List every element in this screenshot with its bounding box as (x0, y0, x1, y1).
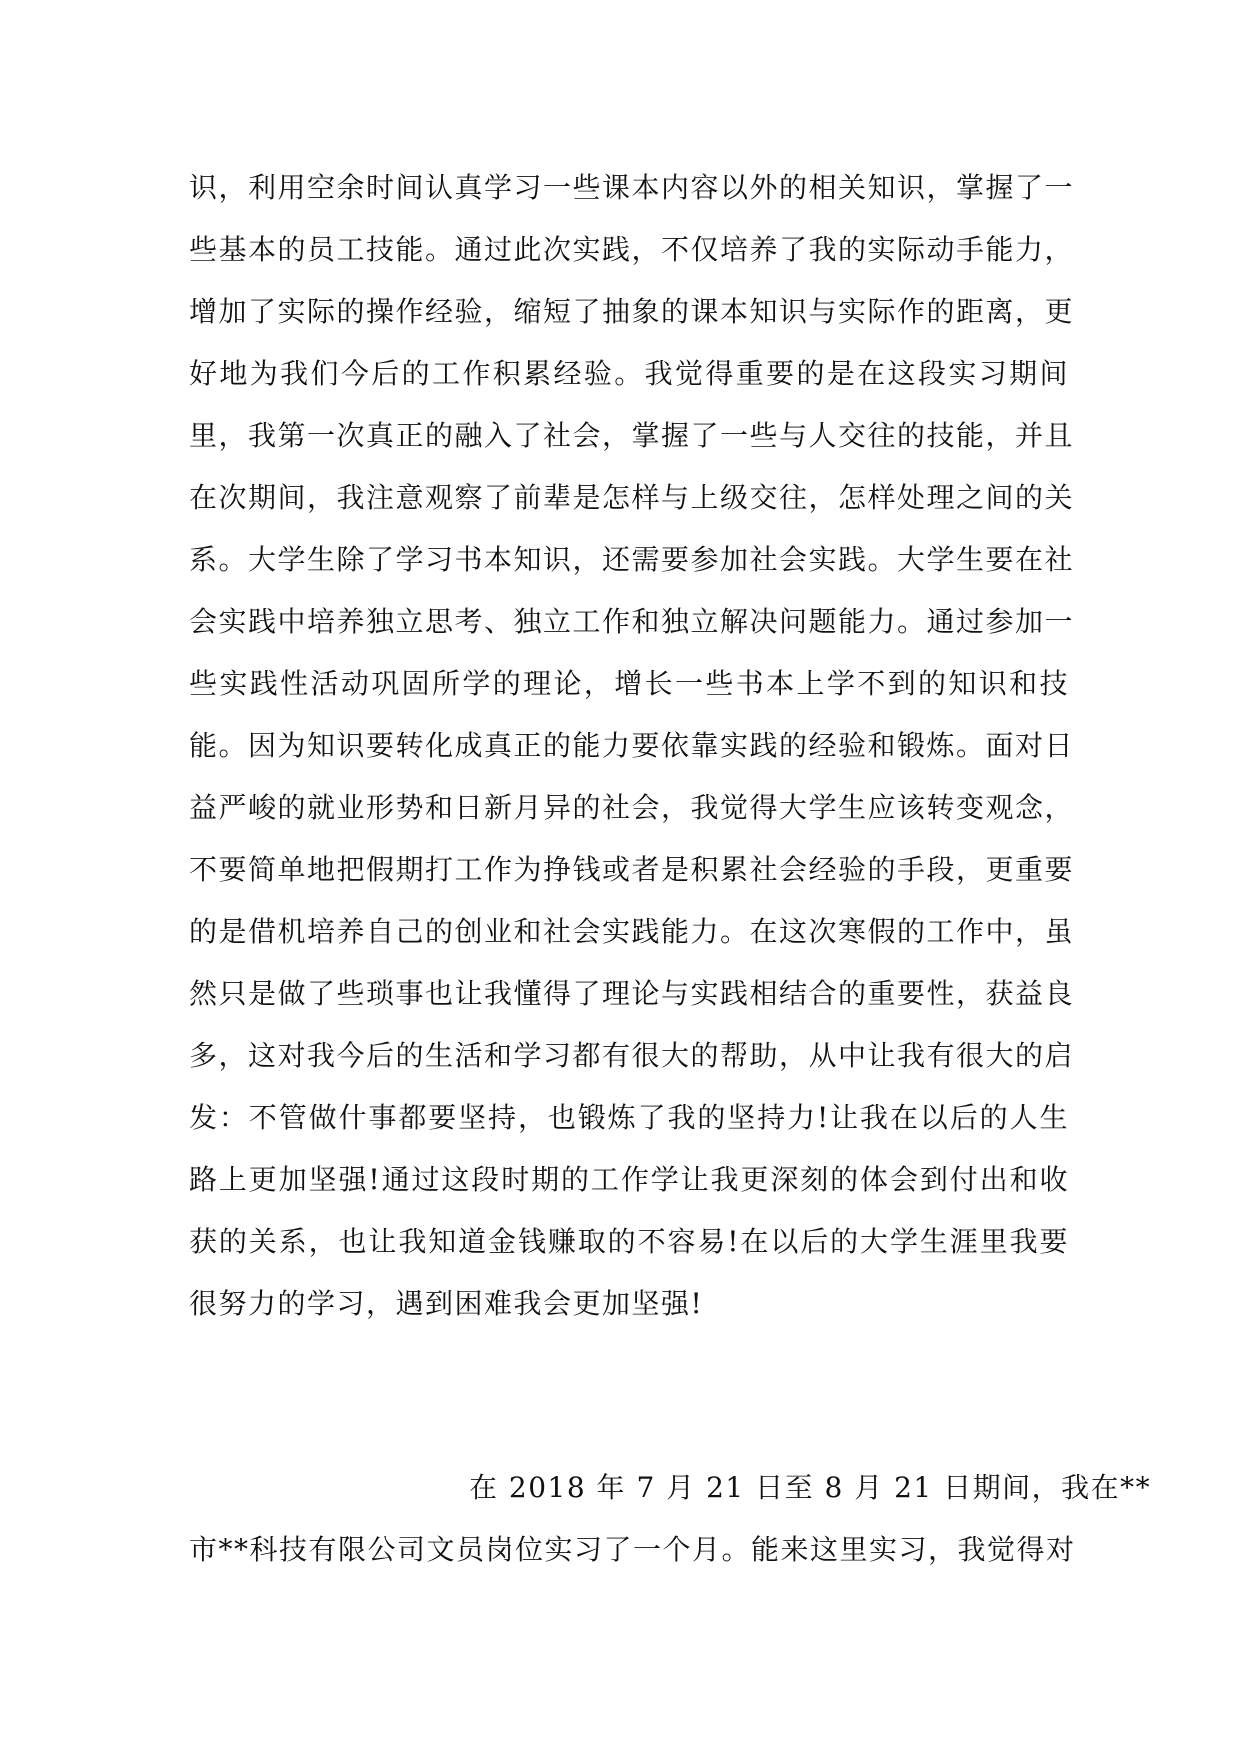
paragraph-line: 不要简单地把假期打工作为挣钱或者是积累社会经验的手段，更重要 (189, 853, 1075, 886)
paragraph-spacer (189, 1335, 1069, 1457)
paragraph-line: 获的关系，也让我知道金钱赚取的不容易!在以后的大学生涯里我要 (189, 1225, 1069, 1258)
paragraph-line: 增加了实际的操作经验，缩短了抽象的课本知识与实际作的距离，更 (189, 295, 1075, 328)
paragraph-line: 发：不管做什事都要坚持，也锻炼了我的坚持力!让我在以后的人生 (189, 1101, 1069, 1134)
paragraph-line-last: 很努力的学习，遇到困难我会更加坚强! (189, 1287, 704, 1320)
paragraph-line: 然只是做了些琐事也让我懂得了理论与实践相结合的重要性，获益良 (189, 977, 1075, 1010)
paragraph-line: 路上更加坚强!通过这段时期的工作学让我更深刻的体会到付出和收 (189, 1163, 1069, 1196)
paragraph-1 (189, 157, 1075, 1335)
paragraph-line-indented: 在 2018 年 7 月 21 日至 8 月 21 日期间，我在** (469, 1471, 1152, 1504)
paragraph-line: 识，利用空余时间认真学习一些课本内容以外的相关知识，掌握了一 (189, 171, 1075, 204)
document-body (189, 157, 1152, 1581)
paragraph-line: 些实践性活动巩固所学的理论，增长一些书本上学不到的知识和技 (189, 667, 1069, 700)
paragraph-line: 会实践中培养独立思考、独立工作和独立解决问题能力。通过参加一 (189, 605, 1075, 638)
paragraph-line: 好地为我们今后的工作积累经验。我觉得重要的是在这段实习期间 (189, 357, 1069, 390)
paragraph-line: 里，我第一次真正的融入了社会，掌握了一些与人交往的技能，并且 (189, 419, 1075, 452)
paragraph-line: 市**科技有限公司文员岗位实习了一个月。能来这里实习，我觉得对 (189, 1533, 1076, 1566)
paragraph-line: 益严峻的就业形势和日新月异的社会，我觉得大学生应该转变观念， (189, 791, 1075, 824)
paragraph-line: 能。因为知识要转化成真正的能力要依靠实践的经验和锻炼。面对日 (189, 729, 1075, 762)
paragraph-line: 系。大学生除了学习书本知识，还需要参加社会实践。大学生要在社 (189, 543, 1075, 576)
paragraph-2 (189, 1457, 1152, 1581)
paragraph-line: 些基本的员工技能。通过此次实践，不仅培养了我的实际动手能力， (189, 233, 1075, 266)
paragraph-line: 多，这对我今后的生活和学习都有很大的帮助，从中让我有很大的启 (189, 1039, 1075, 1072)
paragraph-line: 在次期间，我注意观察了前辈是怎样与上级交往，怎样处理之间的关 (189, 481, 1075, 514)
paragraph-line: 的是借机培养自己的创业和社会实践能力。在这次寒假的工作中，虽 (189, 915, 1075, 948)
